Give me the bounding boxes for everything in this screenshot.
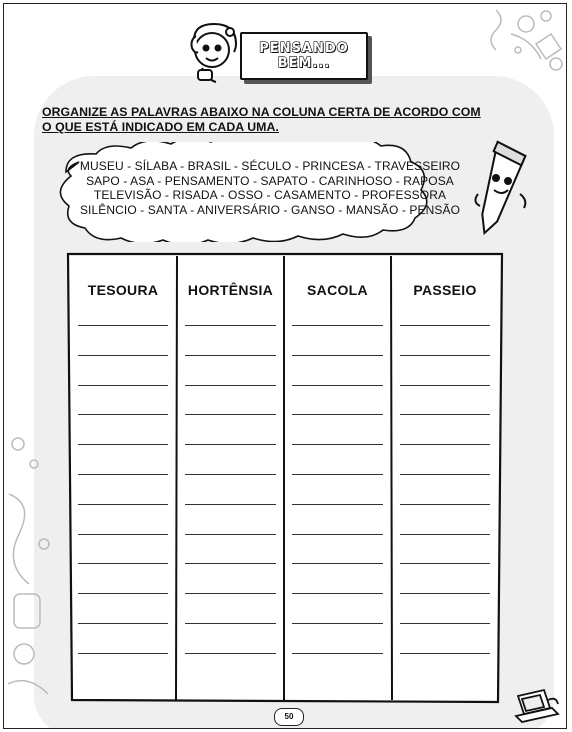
column-tesoura [70, 252, 176, 700]
answer-line[interactable] [185, 355, 276, 356]
answer-line[interactable] [292, 444, 383, 445]
girl-face-icon [180, 20, 246, 86]
answer-line[interactable] [292, 385, 383, 386]
word-bank-line: MUSEU - SÍLABA - BRASIL - SÉCULO - PRINCESA - TRAVESSEIRO [79, 159, 461, 173]
word-bank-line: SILÊNCIO - SANTA - ANIVERSÁRIO - GANSO - MANSÃO - PENSÃO [79, 202, 461, 217]
answer-line[interactable] [400, 444, 490, 445]
word-bank [60, 159, 480, 217]
page-number: 50 [274, 708, 304, 726]
answer-line[interactable] [78, 444, 168, 445]
answer-line[interactable] [78, 563, 168, 564]
answer-line[interactable] [185, 325, 276, 326]
column-passeio [392, 252, 498, 700]
answer-line[interactable] [292, 414, 383, 415]
answer-line[interactable] [292, 355, 383, 356]
answer-line[interactable] [78, 474, 168, 475]
word-bank-line: TELEVISÃO - RISADA - OSSO - CASAMENTO - PROFESSORA [93, 188, 447, 202]
answer-line[interactable] [185, 444, 276, 445]
answer-line[interactable] [292, 325, 383, 326]
computer-icon [512, 686, 562, 726]
decorative-doodle-icon [4, 424, 64, 724]
answer-line[interactable] [292, 623, 383, 624]
answer-line[interactable] [400, 653, 490, 654]
answer-line[interactable] [400, 563, 490, 564]
answer-line[interactable] [400, 474, 490, 475]
answer-line[interactable] [78, 534, 168, 535]
answer-line[interactable] [185, 504, 276, 505]
answer-line[interactable] [78, 385, 168, 386]
title-line-1: PENSANDO [259, 41, 349, 56]
answer-line[interactable] [400, 504, 490, 505]
answer-line[interactable] [78, 325, 168, 326]
answer-line[interactable] [78, 653, 168, 654]
answer-line[interactable] [185, 623, 276, 624]
section-title [240, 32, 368, 80]
column-header: PASSEIO [413, 282, 477, 298]
answer-line[interactable] [185, 534, 276, 535]
answer-line[interactable] [185, 414, 276, 415]
answer-line[interactable] [400, 414, 490, 415]
answer-line[interactable] [292, 563, 383, 564]
answer-line[interactable] [292, 653, 383, 654]
answer-line[interactable] [185, 385, 276, 386]
answer-line[interactable] [78, 504, 168, 505]
answer-line[interactable] [292, 534, 383, 535]
answer-line[interactable] [292, 474, 383, 475]
title-line-2: BEM... [277, 56, 331, 71]
instruction-line-1: ORGANIZE AS PALAVRAS ABAIXO NA COLUNA CERTA DE ACORDO COM [42, 105, 481, 119]
answer-line[interactable] [400, 593, 490, 594]
answer-line[interactable] [78, 355, 168, 356]
answer-line[interactable] [400, 325, 490, 326]
column-header: HORTÊNSIA [187, 282, 274, 298]
answer-line[interactable] [78, 414, 168, 415]
answer-line[interactable] [78, 593, 168, 594]
answer-line[interactable] [185, 593, 276, 594]
worksheet-page [3, 3, 567, 729]
answer-line[interactable] [185, 653, 276, 654]
answer-line[interactable] [292, 504, 383, 505]
instruction-line-2: O QUE ESTÁ INDICADO EM CADA UMA. [42, 120, 279, 134]
pencil-mascot-icon [468, 134, 538, 244]
answer-line[interactable] [78, 623, 168, 624]
answer-table [66, 252, 504, 704]
instruction-text [42, 105, 522, 135]
word-bank-line: SAPO - ASA - PENSAMENTO - SAPATO - CARINHOSO - RAPOSA [86, 173, 454, 188]
column-sacola [284, 252, 391, 700]
answer-line[interactable] [185, 474, 276, 475]
answer-line[interactable] [400, 623, 490, 624]
column-header: SACOLA [307, 282, 368, 298]
answer-line[interactable] [292, 593, 383, 594]
column-header: TESOURA [87, 282, 159, 298]
answer-line[interactable] [400, 385, 490, 386]
decorative-doodle-icon [456, 4, 566, 114]
answer-line[interactable] [400, 355, 490, 356]
column-hortensia [177, 252, 284, 700]
answer-line[interactable] [185, 563, 276, 564]
answer-line[interactable] [400, 534, 490, 535]
